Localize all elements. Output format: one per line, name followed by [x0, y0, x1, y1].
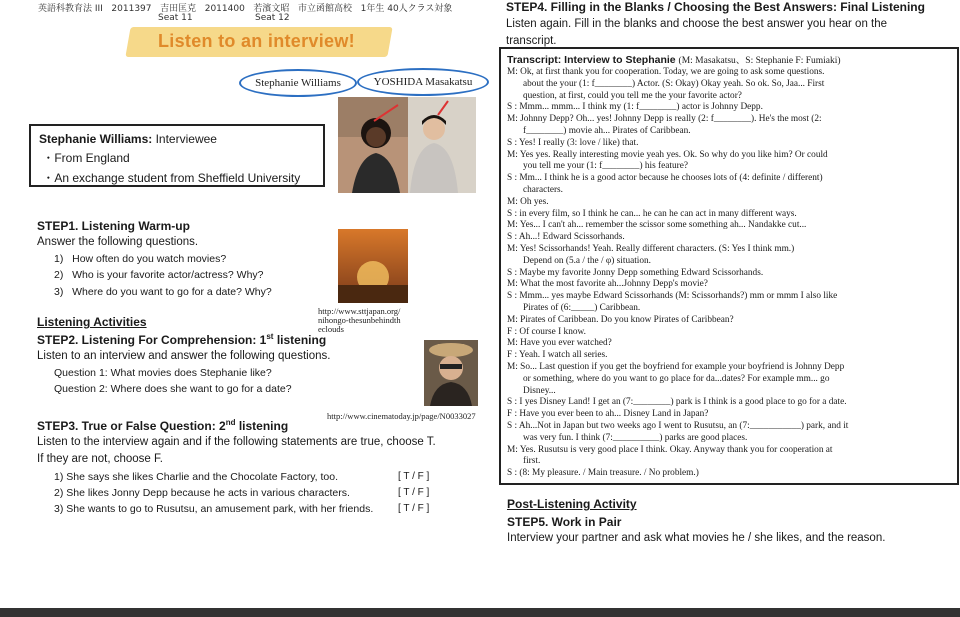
book-cover-illustration — [338, 229, 408, 303]
transcript-title: Transcript: Interview to Stephanie (M: Masakatsu、S: Stephanie F: Fumiaki) — [507, 54, 841, 66]
step1-question-1: 1) How often do you watch movies? — [54, 253, 227, 265]
step4-title: STEP4. Filling in the Blanks / Choosing the Best Answers: Final Listening — [506, 0, 925, 14]
bottom-edge — [0, 608, 960, 617]
interviewee-bullet-2: ・An exchange student from Sheffield University — [39, 171, 301, 185]
interviewee-role: Interviewee — [155, 132, 217, 146]
step5-title: STEP5. Work in Pair — [507, 515, 622, 529]
step3-tf-3[interactable]: [ T / F ] — [398, 503, 430, 514]
interviewee-box — [29, 124, 325, 187]
step2-title: STEP2. Listening For Comprehension: 1st listening — [37, 332, 327, 347]
name-oval-yoshida — [357, 68, 489, 96]
listening-activities-heading: Listening Activities — [37, 315, 147, 329]
step1-instruction: Answer the following questions. — [37, 236, 199, 248]
post-listening-heading: Post-Listening Activity — [507, 497, 637, 511]
transcript-line: characters. — [523, 184, 563, 195]
transcript-line: M: What the most favorite ah...Johnny Depp's movie? — [507, 279, 708, 290]
step3-item-2: 2) She likes Jonny Depp because he acts in various characters. — [54, 487, 350, 499]
transcript-line: question, at first, could you tell me the your favorite actor? — [523, 90, 742, 101]
step1-question-2: 2) Who is your favorite actor/actress? Why? — [54, 269, 264, 281]
transcript-line: S : in every film, so I think he can... he can he can act in many different ways. — [507, 208, 797, 219]
seat-1: Seat 11 — [158, 13, 193, 23]
step3-instruction-2: If they are not, choose F. — [37, 453, 163, 465]
transcript-line: M: Yes... I can't ah... remember the scissor some something ah... Nandakke cut... — [507, 220, 807, 231]
step2-question-1: Question 1: What movies does Stephanie like? — [54, 367, 272, 379]
step2-question-2: Question 2: Where does she want to go for a date? — [54, 383, 292, 395]
school-name: 市立函館高校 — [298, 4, 353, 14]
step1-title: STEP1. Listening Warm-up — [37, 219, 190, 233]
transcript-line: M: So... Last question if you get the boyfriend for example your boyfriend is Johnny Depp — [507, 361, 845, 372]
name-stephanie: Stephanie Williams — [255, 77, 341, 89]
transcript-line: you tell me your (1: f________) his feature? — [523, 161, 688, 172]
transcript-line: f________) movie ah... Pirates of Caribbean. — [523, 125, 691, 136]
transcript-line: Pirates of (6:_____) Caribbean. — [523, 302, 641, 313]
transcript-line: S : Mmm... mmm... I think my (1: f________) actor is Johnny Depp. — [507, 102, 763, 113]
book-cover-image — [338, 229, 408, 303]
student1-id: 2011397 — [111, 4, 152, 14]
actor-image — [424, 340, 478, 406]
transcript-line: S : Ah...! Edward Scissorhands. — [507, 232, 625, 243]
transcript-line: Disney... — [523, 385, 556, 396]
step4-instruction-1: Listen again. Fill in the blanks and choose the best answer you hear on the — [506, 18, 888, 30]
people-illustration — [338, 97, 476, 193]
transcript-line: F : Have you ever been to ah... Disney Land in Japan? — [507, 409, 709, 420]
transcript-line: M: Yes. Rusutsu is very good place I think. Okay. Anyway thank you for cooperation at — [507, 444, 833, 455]
transcript-lines — [507, 67, 951, 480]
transcript-line: S : Maybe my favorite Jonny Depp something Edward Scissorhands. — [507, 267, 764, 278]
transcript-line: S : Mmm... yes maybe Edward Scissorhands (M: Scissorhands?) mm or mmm I also like — [507, 291, 838, 302]
student2-id: 2011400 — [204, 4, 245, 14]
transcript-line: S : Ah...Not in Japan but two weeks ago I went to Rusutsu, an (7:___________) park, and it — [507, 420, 849, 431]
step4-instruction-2: transcript. — [506, 35, 557, 47]
transcript-line: M: Yes yes. Really interesting movie yeah yes. Ok. So why do you like him? Or could — [507, 149, 828, 160]
transcript-line: was very fun. I think (7:__________) parks are good places. — [523, 432, 748, 443]
transcript-line: S : Mm... I think he is a good actor because he chooses lots of (4: definite / different) — [507, 173, 823, 184]
step3-item-1: 1) She says she likes Charlie and the Chocolate Factory, too. — [54, 471, 339, 483]
grade-info: 1年生 40人クラス対象 — [360, 4, 453, 14]
transcript-line: M: Yes! Scissorhands! Yeah. Really different characters. (S: Yes I think mm.) — [507, 243, 795, 254]
step5-instruction: Interview your partner and ask what movies he / she likes, and the reason. — [507, 532, 886, 544]
step3-title: STEP3. True or False Question: 2nd listening — [37, 418, 289, 433]
step3-item-3: 3) She wants to go to Rusutsu, an amusement park, with her friends. — [54, 503, 374, 515]
step1-question-3: 3) Where do you want to go for a date? Why? — [54, 286, 272, 298]
name-oval-stephanie — [239, 69, 357, 97]
step3-instruction-1: Listen to the interview again and if the following statements are true, choose T. — [37, 436, 436, 448]
course-name: 英語科教育法 III — [38, 4, 103, 14]
transcript-line: S : (8: My pleasure. / Main treasure. / No problem.) — [507, 468, 699, 479]
student2-name: 若濱文昭 — [253, 4, 290, 14]
step3-tf-2[interactable]: [ T / F ] — [398, 487, 430, 498]
transcript-box — [499, 47, 959, 485]
transcript-line: about the your (1: f________) Actor. (S: Okay) Okay yeah. So ok. So, Jaa... First — [523, 78, 825, 89]
transcript-line: M: Have you ever watched? — [507, 338, 612, 349]
interviewee-name: Stephanie Williams: — [39, 132, 153, 146]
transcript-line: F : Of course I know. — [507, 326, 586, 337]
transcript-legend: (M: Masakatsu、S: Stephanie F: Fumiaki) — [678, 56, 841, 66]
page-title: Listen to an interview! — [158, 31, 355, 51]
transcript-line: or something, where do you want to go place for da...dates? For example mm... go — [523, 373, 830, 384]
transcript-line: S : Yes! I really (3: love / like) that. — [507, 137, 639, 148]
transcript-line: F : Yeah. I watch all series. — [507, 350, 608, 361]
step2-instruction: Listen to an interview and answer the following questions. — [37, 350, 331, 362]
transcript-line: first. — [523, 456, 541, 467]
interview-photo — [338, 97, 476, 193]
header-info — [38, 1, 452, 14]
url-1: http://www.sttjapan.org/ nihongo-thesunbehindth eclouds — [318, 306, 401, 334]
interviewee-title — [39, 132, 315, 146]
transcript-line: M: Ok, at first thank you for cooperation. Today, we are going to ask some questions. — [507, 67, 825, 77]
url-2: http://www.cinematoday.jp/page/N0033027 — [327, 411, 476, 421]
transcript-line: M: Pirates of Caribbean. Do you know Pirates of Caribbean? — [507, 314, 734, 325]
actor-illustration — [424, 340, 478, 406]
student1-name: 吉田匡克 — [160, 4, 197, 14]
transcript-line: S : I yes Disney Land! I get an (7:________) park is I think is a good place to go for a date. — [507, 397, 847, 408]
transcript-line: M: Oh yes. — [507, 196, 549, 207]
step3-tf-1[interactable]: [ T / F ] — [398, 471, 430, 482]
transcript-line: M: Johnny Depp? Oh... yes! Johnny Depp is really (2: f________). He's the most (2: — [507, 114, 822, 125]
transcript-line: Depend on (5.a / the / φ) situation. — [523, 255, 652, 266]
seat-2: Seat 12 — [255, 13, 290, 23]
interviewee-bullet-1: ・From England — [39, 151, 130, 165]
name-yoshida: YOSHIDA Masakatsu — [373, 76, 473, 88]
